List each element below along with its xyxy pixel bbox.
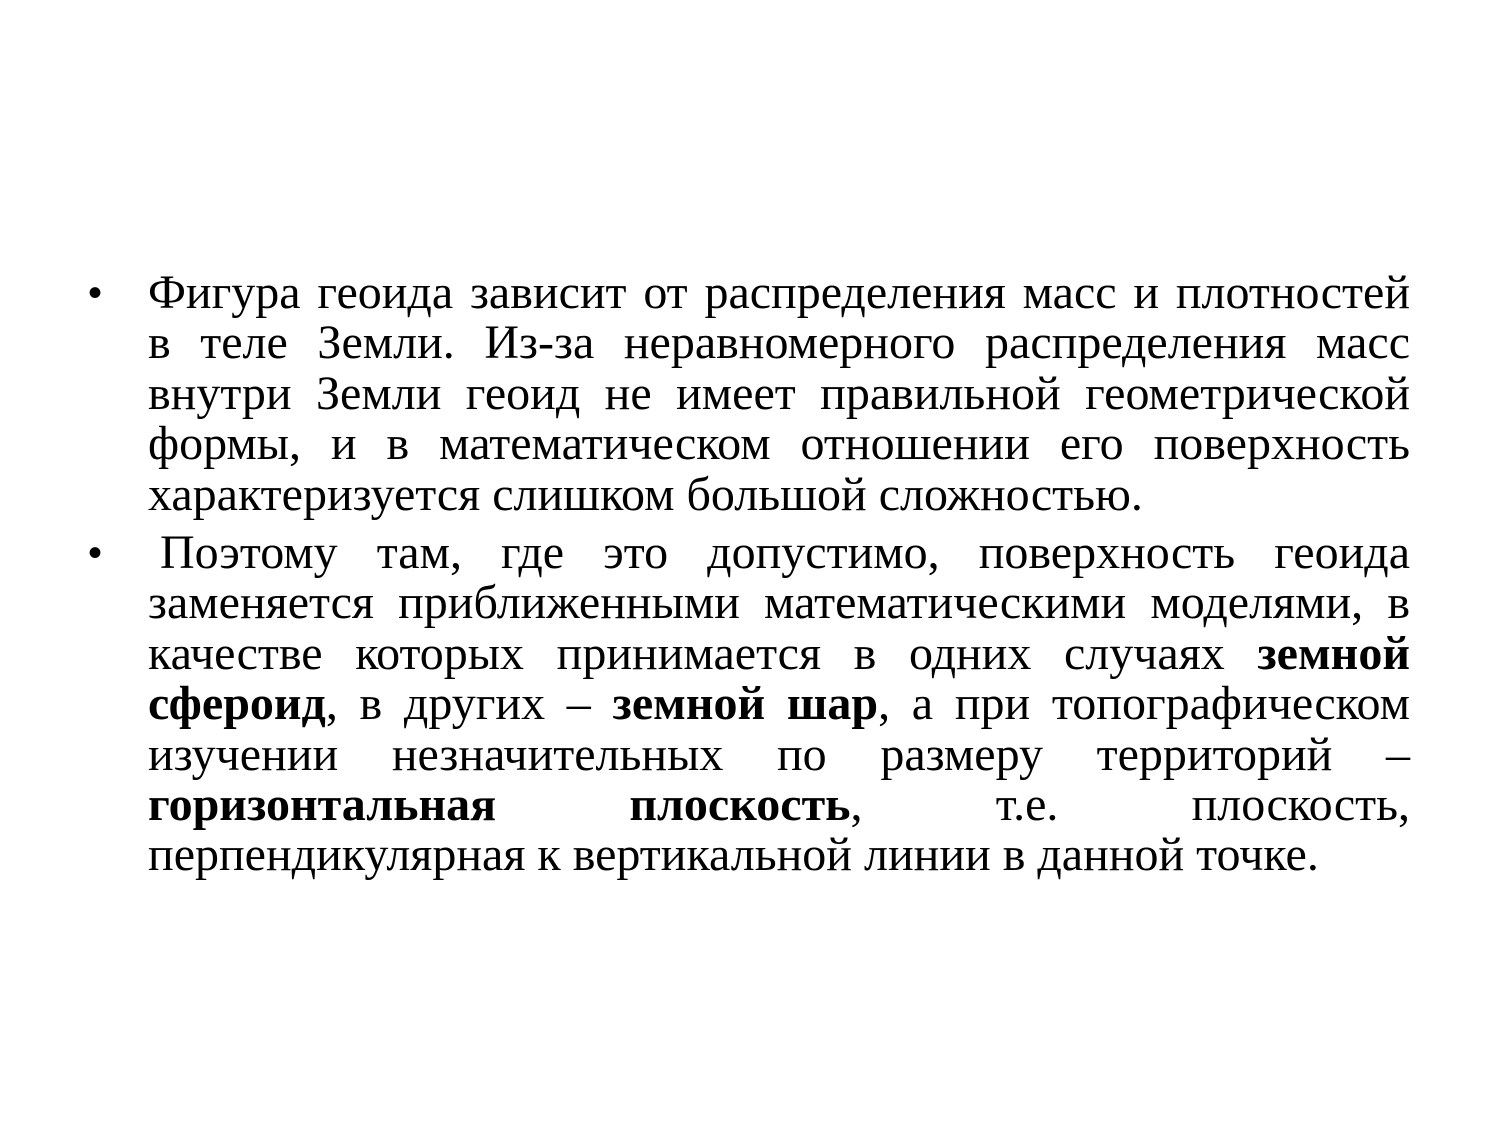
- bullet-item-geoid-figure: [88, 268, 1410, 520]
- bullet-item-approximation-models: [88, 528, 1410, 881]
- text-segment: , а при топографическом изучении незначительных по размеру территорий –: [148, 677, 1411, 781]
- text-segment: Поэтому там, где это допустимо, поверхность геоида заменяется приближенными математическими моделями, в качестве которых принимается в одних случаях: [148, 526, 1410, 680]
- bullet-text: [148, 526, 1410, 881]
- term-earth-spheroid: земной сфероид: [148, 626, 1410, 731]
- bullet-text: [148, 266, 1410, 521]
- bullet-icon: •: [88, 531, 103, 576]
- text-segment: , в других –: [325, 677, 613, 731]
- text-segment: , т.е. плоскость, перпендикулярная к вертикальной линии в данной точке.: [148, 778, 1410, 882]
- text-segment: Фигура геоида зависит от распределения масс и плотностей в теле Земли. Из-за неравномерного распределения масс внутри Земли геоид не имеет правильной геометрической формы, и в математическом отношении его поверхность характеризуется слишком большой сложностью.: [148, 266, 1410, 521]
- bullet-list: [88, 268, 1410, 881]
- term-earth-sphere: земной шар: [612, 677, 879, 731]
- bullet-icon: •: [88, 271, 103, 315]
- term-horizontal-plane: горизонтальная плоскость: [148, 778, 851, 832]
